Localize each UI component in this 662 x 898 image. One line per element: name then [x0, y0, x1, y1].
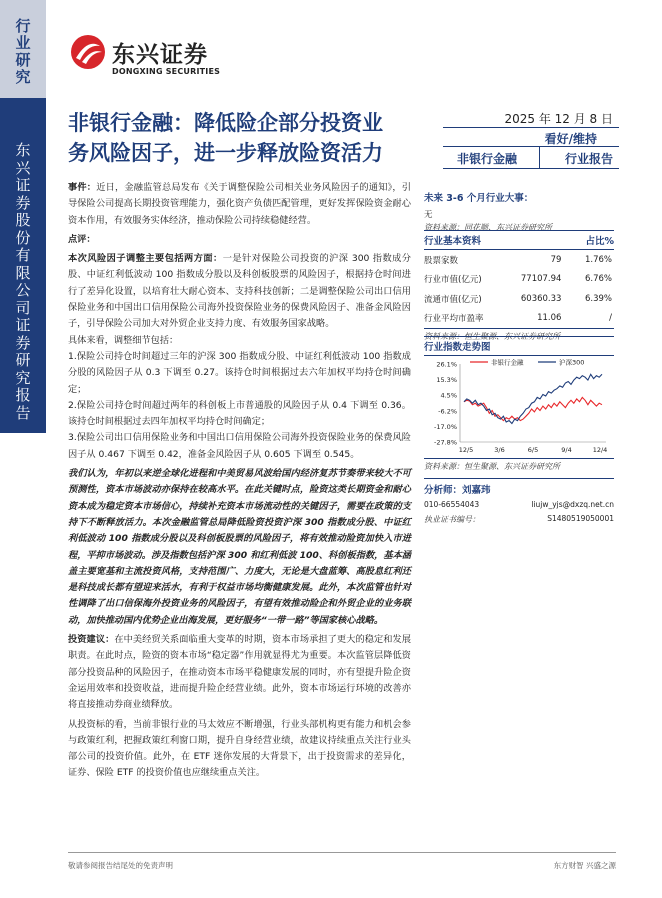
divider [443, 146, 619, 147]
basic-pct-header: 占比% [585, 236, 614, 247]
basic-data-value: 60360.33 [520, 293, 562, 304]
source-note: 资料来源：恒生聚源、东兴证券研究所 [424, 462, 560, 471]
target-paragraph: 从投资标的看，当前非银行业的马太效应不断增强，行业头部机构更有能力和机会参与政策红利，把握政策红利窗口期，提升自身经营业绩，故建议持续重点关注行业头部公司的投资价值。此外，在 ETF 迷你发展的大背景下，出于投资需求的差异化，证券、保险 ETF 的投资价值也应继续重点关注。 [68, 718, 411, 779]
x-tick-label: 12/5 [458, 446, 474, 454]
report-info-box [443, 110, 619, 168]
basic-data-pct: 6.39% [584, 293, 612, 304]
basic-data-title: 行业基本资料 [424, 236, 482, 247]
analyst-phone: 010-66554043 [424, 500, 480, 509]
logo-mark-icon [70, 34, 106, 70]
event-paragraph [68, 180, 411, 229]
divider [539, 146, 540, 168]
divider [443, 127, 619, 128]
x-tick-label: 12/4 [592, 446, 608, 454]
license-label: 执业证书编号： [424, 515, 480, 524]
report-title-line2: 务风险因子，进一步释放险资活力 [68, 141, 383, 165]
side-category-label: 行 业 研 究 [15, 17, 31, 86]
comment-lead: 本次风险因子调整主要包括两方面： [68, 253, 223, 265]
detail-intro: 具体来看，调整细节包括： [68, 334, 179, 346]
footer-divider [68, 852, 616, 853]
basic-data-row [424, 289, 614, 309]
basic-data-table [424, 250, 614, 328]
basic-data-pct: / [609, 313, 612, 324]
industry-events-section [424, 190, 614, 233]
report-type-label: 行业报告 [564, 152, 613, 166]
industry-events-text: 无 [424, 210, 433, 220]
basic-data-value: 79 [550, 254, 562, 265]
opinion-paragraph: 我们认为，年初以来逆全球化进程和中美贸易风波给国内经济复苏节奏带来较大不可预测性，资本市场波动亦保持在较高水平。在此关键时点，险资这类长期资金和耐心资本成为稳定资本市场信心，持续补充资本市场流动性的关键因子，需要在政策的支持下不断释放活力。本次金融监管总局降低险资投资沪深 300 指数成分股、中证红利低波动 100 指数成分股以及科创板股票的风险因子，将有效推动险资加快入市进程，平抑市场波动。涉及指数包括沪深 300 和红利低波 100、科创板指数，基本涵盖主要宽基和主流投资风格，支持范围广、力度大，无论是大盘蓝筹、高股息红利还是科技成长都有望迎来活水，有利于权益市场均衡健康发展。此外，本次监管也针对性调降了出口信保海外投资业务的风险因子，有望有效推动险企和外贸企业的业务联动，加快推动国内优势企业出海发展，更好服务“一带一路”等国家核心战略。 [68, 468, 411, 626]
basic-data-row [424, 250, 614, 270]
side-company-bar [0, 98, 46, 433]
y-tick-label: -17.0% [434, 422, 457, 431]
basic-data-row [424, 270, 614, 290]
x-tick-label: 9/4 [561, 446, 572, 454]
legend-label: 沪深300 [559, 358, 585, 367]
advice-label: 投资建议： [68, 634, 115, 646]
basic-data-pct: 1.76% [584, 254, 612, 265]
rating-badge: 看好/维持 [544, 132, 597, 146]
source-note: 资料来源：恒生聚源、东兴证券研究所 [424, 332, 560, 341]
footer-slogan: 东方财智 兴盛之源 [553, 861, 616, 870]
detail-item-2: 2.保险公司持仓时间超过两年的科创板上市普通股的风险因子从 0.4 下调至 0.36。该持仓时间根据过去四年加权平均持仓时间确定； [68, 399, 411, 428]
y-tick-label: 15.3% [436, 376, 457, 385]
analyst-email: liujw_yjs@dxzq.net.cn [531, 500, 614, 509]
divider [424, 458, 614, 459]
side-company-label: 东 兴 证 券 股 份 有 限 公 司 证 券 研 究 报 告 [15, 141, 31, 422]
basic-data-label: 流通市值(亿元) [424, 294, 482, 305]
y-tick-label: -6.2% [438, 407, 457, 416]
report-body [68, 180, 411, 782]
detail-item-1: 1.保险公司持仓时间超过三年的沪深 300 指数成分股、中证红利低波动 100 指数成分股的风险因子从 0.3 下调至 0.27。该持仓时间根据过去六年加权平均持仓时间确定； [68, 350, 411, 395]
x-tick-label: 6/5 [527, 446, 539, 454]
divider [424, 478, 614, 479]
comment-heading: 点评： [68, 233, 96, 245]
basic-data-label: 股票家数 [424, 255, 459, 266]
report-title-line1: 非银行金融：降低险企部分投资业 [68, 111, 383, 135]
advice-text: 在中美经贸关系面临重大变革的时期，资本市场承担了更大的稳定和发展职责。在此时点，险资的资本市场“稳定器”作用就显得尤为重要。本次监管层降低资部分投资品种的风险因子，在推动资本市场平稳健康发展的同时，亦有望提升险企资金运用效率和投资收益，进而提升险企经营业绩。此外，资本市场运行环境的改善亦将直接推动券商业绩释放。 [68, 634, 412, 711]
report-date: 2025 年 12 月 8 日 [504, 112, 613, 126]
detail-item-3: 3.保险公司出口信用保险业务和中国出口信用保险公司海外投资保险业务的保费风险因子从 0.467 下调至 0.42，准备金风险因子从 0.605 下调至 0.545。 [68, 432, 411, 460]
basic-data-row [424, 309, 614, 329]
y-tick-label: -27.8% [434, 438, 457, 447]
logo-text-cn: 东兴证券 [112, 42, 208, 68]
side-category-bar [0, 0, 46, 98]
comment-paragraph-1 [68, 251, 411, 332]
basic-data-value: 11.06 [537, 313, 562, 324]
industry-basic-section [424, 230, 614, 342]
basic-data-label: 行业平均市盈率 [424, 314, 484, 325]
source-note: 资料来源：同花顺、东兴证券研究所 [424, 223, 552, 232]
y-tick-label: 26.1% [436, 360, 457, 369]
company-logo [60, 34, 260, 84]
divider [424, 336, 614, 337]
industry-label: 非银行金融 [457, 152, 518, 166]
basic-data-value: 77107.94 [520, 274, 562, 285]
divider [424, 230, 614, 231]
analyst-section [424, 478, 614, 528]
series-line-nonbank [464, 397, 602, 420]
basic-data-label: 行业市值(亿元) [424, 275, 482, 286]
analyst-name: 分析师：刘嘉玮 [424, 485, 491, 496]
index-trend-chart [424, 356, 614, 458]
basic-data-pct: 6.76% [584, 274, 612, 285]
license-number: S1480519050001 [547, 514, 614, 523]
event-text: 近日，金融监管总局发布《关于调整保险公司相关业务风险因子的通知》，引导保险公司提高长期投资管理能力，强化资产负债匹配管理，更好发挥保险资金耐心资本作用，有效服务实体经济，推动保险公司持续稳健经营。 [68, 182, 411, 226]
y-tick-label: 4.5% [440, 391, 457, 400]
report-title [68, 108, 428, 168]
index-trend-section [424, 336, 614, 472]
event-label: 事件： [68, 182, 97, 193]
legend-label: 非银行金融 [491, 358, 524, 367]
logo-text-en: DONGXING SECURITIES [112, 67, 221, 76]
x-tick-label: 3/6 [494, 446, 505, 454]
chart-title: 行业指数走势图 [424, 342, 491, 353]
comment-text: 一是针对保险公司投资的沪深 300 指数成分股、中证红利低波动 100 指数成分股以及科创板股票的风险因子，根据持仓时间进行了差异化设置，以培育壮大耐心资本、支持科技创新；二是调整保险公司出口信用保险业务和中国出口信用保险公司海外投资保险业务的保费风险因子、准备金风险因子，引导保险公司加大对外贸企业支持力度、有效服务国家战略。 [68, 253, 411, 330]
footer-disclaimer: 敬请参阅报告结尾处的免责声明 [68, 861, 173, 870]
divider [424, 328, 614, 329]
industry-events-title: 未来 3-6 个月行业大事： [424, 193, 534, 204]
divider [443, 168, 619, 169]
advice-paragraph [68, 632, 411, 713]
